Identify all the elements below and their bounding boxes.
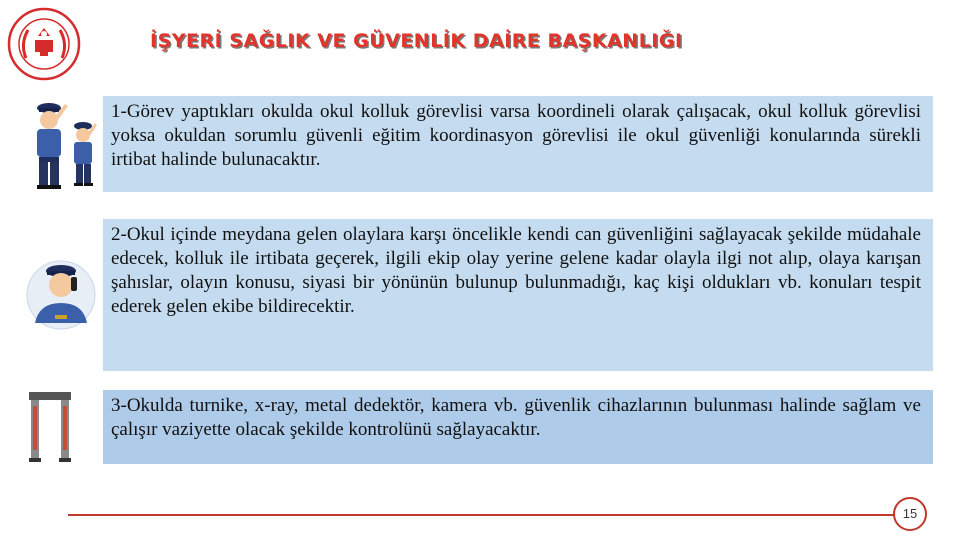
footer-divider (68, 514, 894, 516)
list-item (25, 96, 933, 192)
list-item (25, 219, 933, 371)
page-title: İŞYERİ SAĞLIK VE GÜVENLİK DAİRE BAŞKANLIĞI (150, 30, 683, 52)
page-number: 15 (893, 497, 927, 531)
item-text-2: 2-Okul içinde meydana gelen olaylara karşı öncelikle kendi can güvenliğini sağlayacak şekilde müdahale edecek, kolluk ile irtibata geçerek, ilgili ekip olay yerine gelene kadar olayla ilgi not alıp, olaya karışan şahıslar, olayın konusu, siyasi bir yönünün bulunup bulunmadığı, kaç kişi oldukları vb. konuları tespit ederek gelen ekibe bildirecektir. (103, 219, 933, 371)
item-text-3: 3-Okulda turnike, x-ray, metal dedektör, kamera vb. güvenlik cihazlarının bulunması halinde sağlam ve çalışır vaziyette olacak şekilde kontrolünü sağlayacaktır. (103, 390, 933, 464)
ministry-emblem-icon (6, 6, 82, 82)
metal-detector-gate-icon (25, 390, 103, 464)
police-officers-saluting-icon (25, 96, 103, 192)
list-item (25, 390, 933, 464)
item-text-1: 1-Görev yaptıkları okulda okul kolluk görevlisi varsa koordineli olarak çalışacak, okul kolluk görevlisi yoksa okuldan sorumlu güvenli eğitim koordinasyon görevlisi ile okul güvenliği konularında sürekli irtibat halinde bulunacaktır. (103, 96, 933, 192)
police-officer-radio-icon (25, 219, 103, 371)
